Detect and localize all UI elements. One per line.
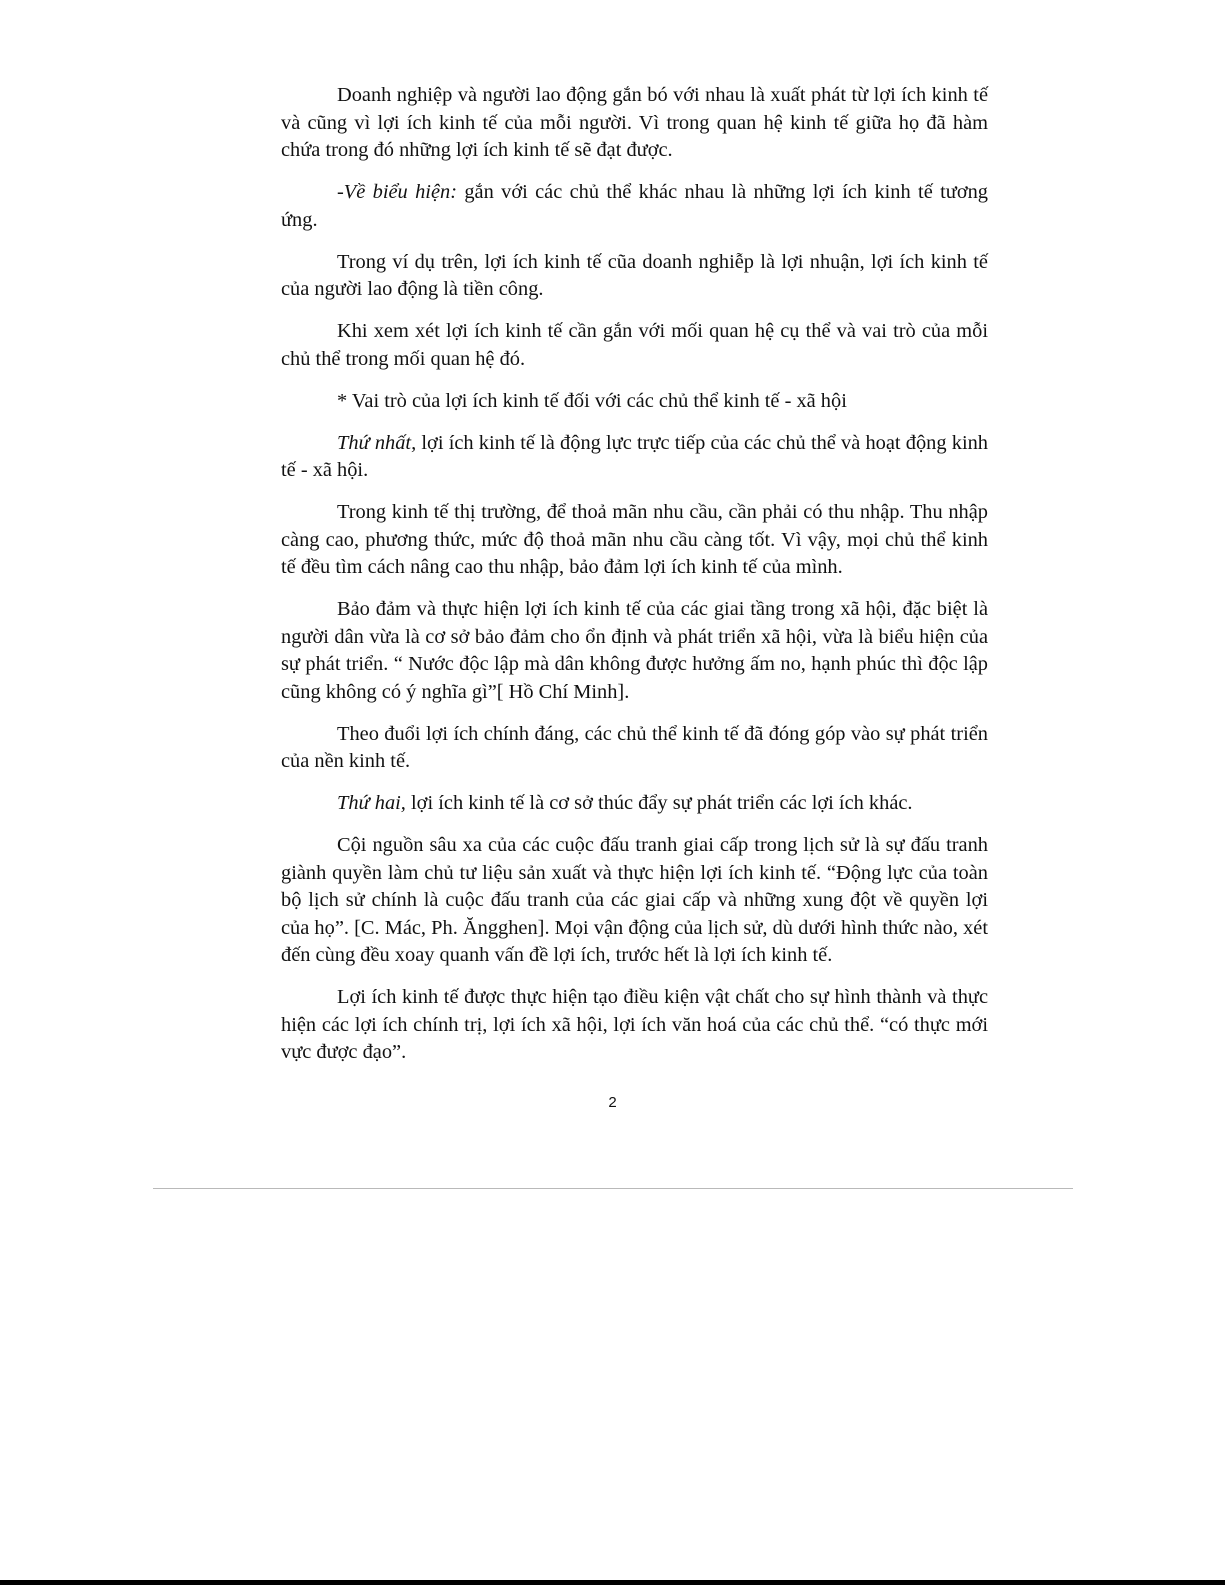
page-break-divider [153, 1188, 1073, 1189]
paragraph-5-text: * Vai trò của lợi ích kinh tế đối với các chủ thể kinh tế - xã hội [337, 389, 847, 412]
paragraph-9-text: Theo đuổi lợi ích chính đáng, các chủ thể kinh tế đã đóng góp vào sự phát triển của nền kinh tế. [281, 722, 988, 772]
paragraph-6-text: lợi ích kinh tế là động lực trực tiếp của các chủ thể và hoạt động kinh tế - xã hội. [281, 431, 988, 481]
paragraph-8-text: Bảo đảm và thực hiện lợi ích kinh tế của các giai tầng trong xã hội, đặc biệt là người dân vừa là cơ sở bảo đảm cho ổn định và phát triển xã hội, vừa là biểu hiện của sự phát triển. “ Nước độc lập mà dân không được hưởng ấm no, hạnh phúc thì độc lập cũng không có ý nghĩa gì”[ Hồ Chí Minh]. [281, 598, 988, 703]
paragraph-4 [281, 318, 988, 373]
paragraph-3-text: Trong ví dụ trên, lợi ích kinh tế cũa doanh nghiễp là lợi nhuận, lợi ích kinh tế của người lao động là tiền công. [281, 250, 988, 300]
paragraph-2-lead: -Về biểu hiện: [337, 181, 457, 203]
paragraph-10-lead: Thứ hai, [337, 792, 406, 814]
page-content [281, 82, 988, 1081]
paragraph-10 [281, 790, 988, 818]
paragraph-11 [281, 832, 988, 970]
page-number: 2 [608, 1094, 617, 1111]
paragraph-12-text: Lợi ích kinh tế được thực hiện tạo điều kiện vật chất cho sự hình thành và thực hiện các lợi ích chính trị, lợi ích xã hội, lợi ích văn hoá của các chủ thể. “có thực mới vực được đạo”. [281, 986, 988, 1063]
paragraph-10-text: lợi ích kinh tế là cơ sở thúc đẩy sự phát triển các lợi ích khác. [405, 792, 913, 814]
paragraph-3 [281, 249, 988, 304]
paragraph-9 [281, 721, 988, 776]
paragraph-1-text: Doanh nghiệp và người lao động gắn bó với nhau là xuất phát từ lợi ích kinh tế và cũng vì lợi ích kinh tế của mỗi người. Vì trong quan hệ kinh tế giữa họ đã hàm chứa trong đó những lợi ích kinh tế sẽ đạt được. [281, 84, 988, 161]
paragraph-7-text: Trong kinh tế thị trường, để thoả mãn nhu cầu, cần phải có thu nhập. Thu nhập càng cao, phương thức, mức độ thoả mãn nhu cầu càng tốt. Vì vậy, mọi chủ thể kinh tế đều tìm cách nâng cao thu nhập, bảo đảm lợi ích kinh tế của mình. [281, 501, 988, 578]
paragraph-5 [281, 388, 988, 416]
paragraph-8 [281, 596, 988, 706]
paragraph-12 [281, 984, 988, 1067]
paragraph-11-text: Cội nguồn sâu xa của các cuộc đấu tranh giai cấp trong lịch sử là sự đấu tranh giành quyền làm chủ tư liệu sản xuất và thực hiện lợi ích kinh tế. “Động lực của toàn bộ lịch sử chính là cuộc đấu tranh của các giai cấp và những xung đột về quyền lợi của họ”. [C. Mác, Ph. Ăngghen]. Mọi vận động của lịch sử, dù dưới hình thức nào, xét đến cùng đều xoay quanh vấn đề lợi ích, trước hết là lợi ích kinh tế. [281, 834, 988, 966]
paragraph-2 [281, 179, 988, 234]
paragraph-6 [281, 430, 988, 485]
paragraph-1 [281, 82, 988, 165]
paragraph-7 [281, 499, 988, 582]
viewport-bottom-edge [0, 1580, 1225, 1585]
paragraph-6-lead: Thứ nhất, [337, 431, 417, 454]
paragraph-2-text: gắn với các chủ thể khác nhau là những lợi ích kinh tế tương ứng. [281, 181, 988, 231]
paragraph-4-text: Khi xem xét lợi ích kinh tế cần gắn với mối quan hệ cụ thể và vai trò của mỗi chủ thể trong mối quan hệ đó. [281, 320, 988, 370]
